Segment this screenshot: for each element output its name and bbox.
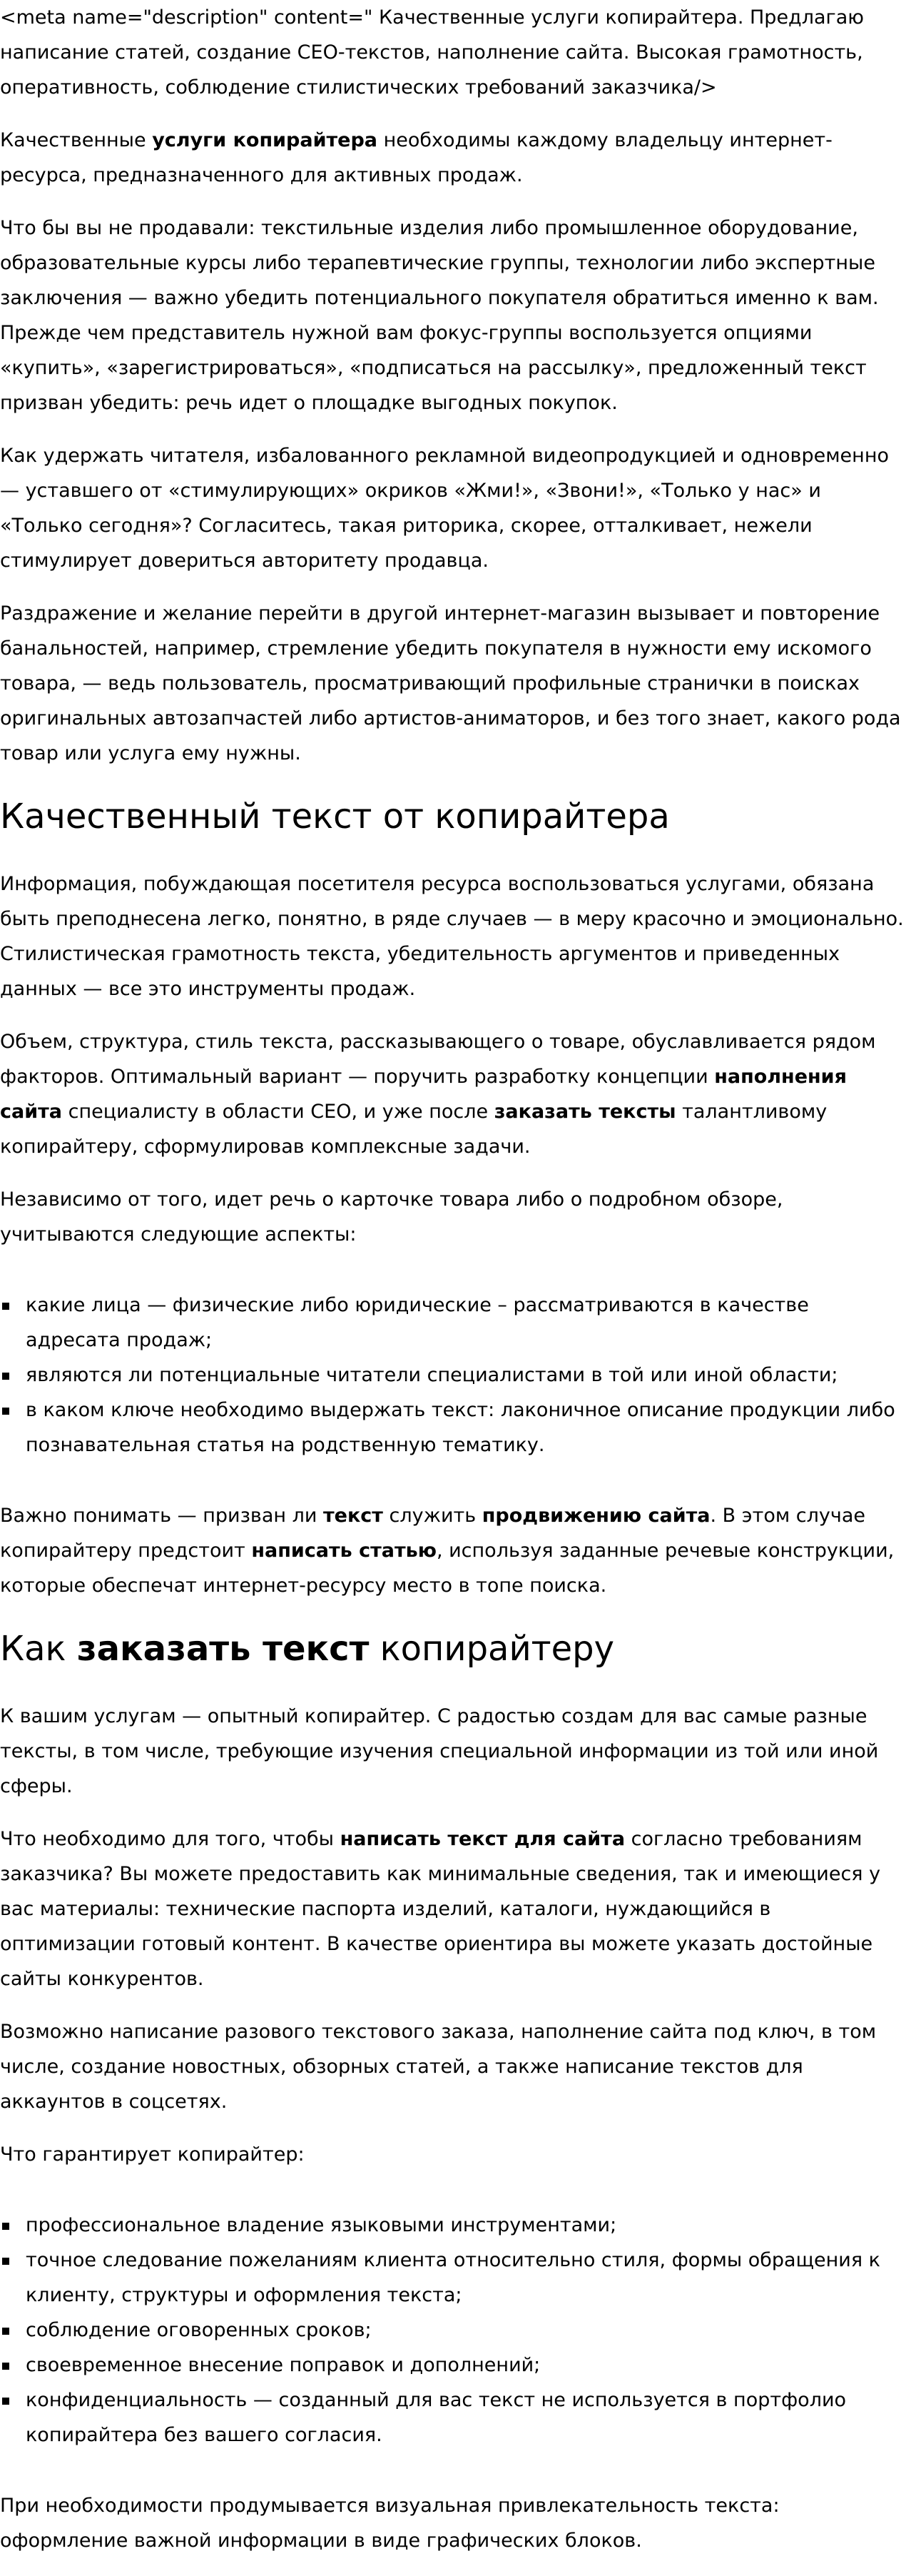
bullet-icon (2, 1373, 9, 1380)
bold-keyword: заказать текст (76, 1629, 370, 1669)
text-run: специалисту в области СЕО, и уже после (62, 1101, 494, 1123)
text-run: Объем, структура, стиль текста, рассказывающего о товаре, обуславливается рядом факторов. Оптимальный вариант — поручить разработку концепции (0, 1031, 876, 1088)
list-item-text: соблюдение оговоренных сроков; (26, 2319, 372, 2341)
bullet-icon (2, 1303, 9, 1310)
list-item (26, 2313, 906, 2348)
bold-keyword: написать текст для сайта (340, 1828, 626, 1850)
list-item (26, 2383, 906, 2453)
section2-paragraph-5: При необходимости продумывается визуальная привлекательность текста: оформление важной информации в виде графических блоков. (0, 2495, 780, 2552)
list-item-text: своевременное внесение поправок и дополнений; (26, 2354, 541, 2376)
text-run: . В этом случае копирайтеру предстоит (0, 1505, 865, 1562)
list-item-text: в каком ключе необходимо выдержать текст: лаконичное описание продукции либо познавательная статья на родственную тематику. (26, 1399, 895, 1456)
section-heading-order-text (0, 1627, 906, 1670)
list-item (26, 2348, 906, 2383)
section2-paragraph-3: Возможно написание разового текстового заказа, наполнение сайта под ключ, в том числе, создание новостных, обзорных статей, а также написание текстов для аккаунтов в соцсетях. (0, 2021, 877, 2113)
text-run: Что необходимо для того, чтобы (0, 1828, 340, 1850)
bold-keyword: написать статью (251, 1540, 437, 1562)
aspects-list (0, 1288, 906, 1463)
text-run: Важно понимать — призван ли (0, 1505, 324, 1527)
intro-paragraph-4: Раздражение и желание перейти в другой интернет-магазин вызывает и повторение банальностей, например, стремление убедить покупателя в нужности ему искомого товара, — ведь пользователь, просматривающий профильные странички в поисках оригинальных автозапчастей либо артистов-аниматоров, и без того знает, какого рода товар или услуга ему нужны. (0, 602, 901, 764)
bold-keyword: наполнения сайта (0, 1066, 847, 1123)
intro-paragraph-1 (0, 123, 906, 193)
bullet-icon (2, 1408, 9, 1415)
bullet-icon (2, 2398, 9, 2405)
text-run: копирайтеру (369, 1629, 615, 1669)
text-run: согласно требованиям заказчика? Вы можете предоставить как минимальные сведения, так и имеющиеся у вас материалы: технические паспорта изделий, каталоги, нуждающийся в оптимизации готовый контент. В качестве ориентира вы можете указать достойные сайты конкурентов. (0, 1828, 881, 1990)
section1-paragraph-2 (0, 1024, 906, 1164)
bullet-icon (2, 2258, 9, 2265)
meta-description-text: <meta name="description" content=" Качественные услуги копирайтера. Предлагаю написание статей, создание СЕО-текстов, наполнение сайта. Высокая грамотность, оперативность, соблюдение стилистических требований заказчика/> (0, 6, 864, 99)
list-item-text: являются ли потенциальные читатели специалистами в той или иной области; (26, 1364, 838, 1386)
bold-keyword: услуги копирайтера (152, 129, 378, 151)
text-run: талантливому копирайтеру, сформулировав комплексные задачи. (0, 1101, 828, 1158)
section-heading-quality-text: Качественный текст от копирайтера (0, 797, 670, 837)
section1-paragraph-4 (0, 1498, 906, 1603)
list-item-text: точное следование пожеланиям клиента относительно стиля, формы обращения к клиенту, структуры и оформления текста; (26, 2249, 880, 2306)
list-item (26, 1288, 906, 1358)
text-run: Как (0, 1629, 77, 1669)
list-item-text: профессиональное владение языковыми инструментами; (26, 2214, 617, 2236)
guarantees-list (0, 2208, 906, 2453)
section2-paragraph-1: К вашим услугам — опытный копирайтер. С радостью создам для вас самые разные тексты, в том числе, требующие изучения специальной информации из той или иной сферы. (0, 1705, 879, 1797)
list-item-text: конфиденциальность — созданный для вас текст не используется в портфолио копирайтера без вашего согласия. (26, 2389, 847, 2446)
list-item (26, 2243, 906, 2313)
bullet-icon (2, 2223, 9, 2230)
bullet-icon (2, 2328, 9, 2335)
intro-paragraph-3: Как удержать читателя, избалованного рекламной видеопродукцией и одновременно — уставшего от «стимулирующих» окриков «Жми!», «Звони!», «Только у нас» и «Только сегодня»? Согласитесь, такая риторика, скорее, отталкивает, нежели стимулирует довериться авторитету продавца. (0, 445, 889, 572)
list-item-text: какие лица — физические либо юридические – рассматриваются в качестве адресата продаж; (26, 1294, 809, 1351)
list-item (26, 1358, 906, 1393)
bold-keyword: текст (323, 1505, 383, 1527)
section2-paragraph-4: Что гарантирует копирайтер: (0, 2143, 305, 2166)
section1-paragraph-1: Информация, побуждающая посетителя ресурса воспользоваться услугами, обязана быть преподнесена легко, понятно, в ряде случаев — в меру красочно и эмоционально. Стилистическая грамотность текста, убедительность аргументов и приведенных данных — все это инструменты продаж. (0, 873, 904, 1000)
text-run: служить (382, 1505, 482, 1527)
bullet-icon (2, 2363, 9, 2370)
list-item (26, 1393, 906, 1463)
list-item (26, 2208, 906, 2243)
text-run: , используя заданные речевые конструкции, которые обеспечат интернет-ресурсу место в топе поиска. (0, 1540, 895, 1597)
bold-keyword: заказать тексты (494, 1101, 676, 1123)
intro-paragraph-2: Что бы вы не продавали: текстильные изделия либо промышленное оборудование, образовательные курсы либо терапевтические группы, технологии либо экспертные заключения — важно убедить потенциального покупателя обратиться именно к вам. Прежде чем представитель нужной вам фокус-группы воспользуется опциями «купить», «зарегистрироваться», «подписаться на рассылку», предложенный текст призван убедить: речь идет о площадке выгодных покупок. (0, 217, 879, 414)
text-run: Качественные (0, 129, 153, 151)
section2-paragraph-2 (0, 1822, 906, 1996)
section1-paragraph-3: Независимо от того, идет речь о карточке товара либо о подробном обзоре, учитываются следующие аспекты: (0, 1188, 783, 1246)
bold-keyword: продвижению сайта (482, 1505, 711, 1527)
text-run: необходимы каждому владельцу интернет-ресурса, предназначенного для активных продаж. (0, 129, 833, 186)
